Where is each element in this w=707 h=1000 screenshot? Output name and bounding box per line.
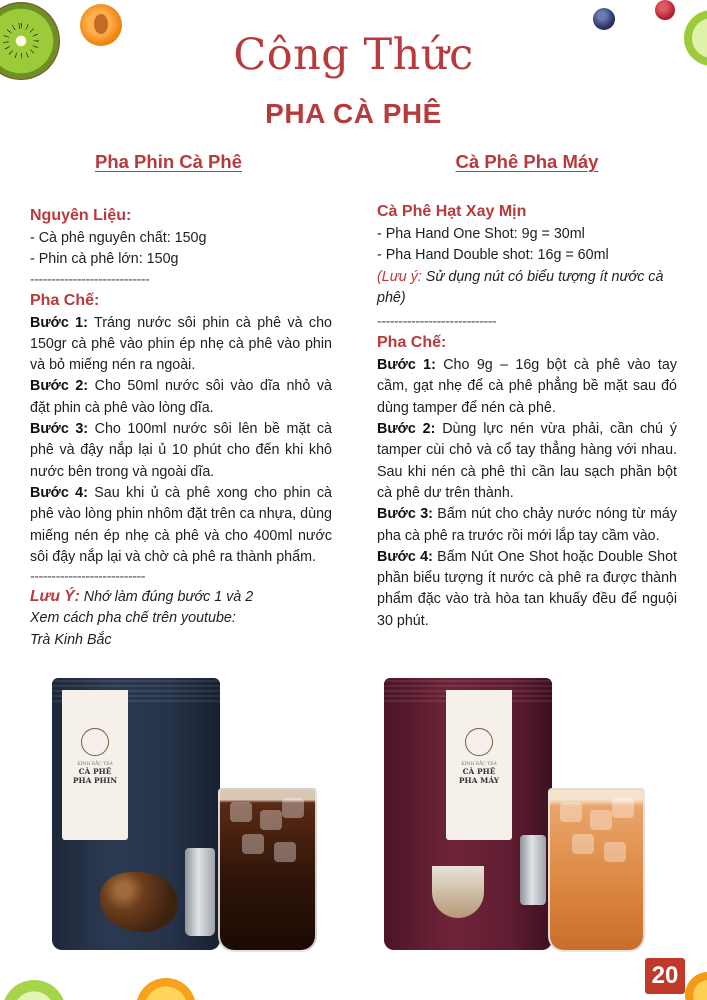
step-text: Cho 9g – 16g bột cà phê vào tay cầm, gạt nhẹ để cà phê phẳng bề mặt sau đó dùng tamper để nén cà phê.: [377, 357, 677, 416]
moka-pot-decoration: [520, 835, 546, 905]
divider: ---------------------------: [30, 569, 146, 586]
right-recipe-column: [377, 150, 677, 632]
ingredient-item: - Pha Hand Double shot: 16g = 60ml: [377, 247, 609, 264]
method-heading: Pha Chế:: [377, 334, 447, 352]
note-label: Lưu ý:: [381, 268, 422, 285]
step-label: Bước 2:: [377, 421, 436, 438]
step-item: [377, 419, 677, 504]
milk-iced-coffee-glass: [548, 788, 645, 952]
step-label: Bước 4:: [377, 548, 433, 565]
ingredient-item: - Cà phê nguyên chất: 150g: [30, 230, 207, 246]
bag-title-line1: CÀ PHÊ: [78, 767, 112, 776]
note-text: Nhớ làm đúng bước 1 và 2: [79, 589, 254, 606]
step-label: Bước 1:: [377, 357, 436, 374]
step-item: [30, 419, 332, 483]
note-channel: Trà Kinh Bắc: [30, 631, 112, 648]
orange-right-decoration: [685, 972, 707, 1000]
moka-pot-decoration: [185, 848, 215, 936]
phin-bag-label: [62, 690, 128, 840]
machine-bag-label: [446, 690, 512, 840]
divider: ----------------------------: [30, 271, 150, 288]
step-item: [377, 504, 677, 547]
page-script-title: Công Thức: [233, 30, 474, 80]
page-number-badge: 20: [645, 958, 685, 994]
brand-logo-icon: [465, 728, 493, 756]
left-recipe-column: [30, 150, 332, 651]
chemex-decoration: [432, 866, 484, 918]
right-column-title: Cà Phê Pha Máy: [455, 151, 599, 172]
step-item: [377, 355, 677, 419]
page-title: PHA CÀ PHÊ: [265, 98, 442, 129]
left-column-title: Pha Phin Cà Phê: [94, 151, 242, 172]
bag-brand: KINH BẮC TRÀ: [461, 762, 497, 767]
bag-title-line1: CÀ PHÊ: [462, 767, 496, 776]
step-label: Bước 4:: [30, 484, 88, 501]
step-text: Bấm nút cho chảy nước nóng từ máy pha cà phê ra trước rồi mới lắp tay cầm vào.: [377, 506, 677, 544]
step-text: Tráng nước sôi phin cà phê và cho 150gr cà phê vào phin ép nhẹ cà phê vào phin và bỏ miếng nén ra ngoài.: [30, 314, 332, 374]
method-heading: Pha Chế:: [30, 291, 100, 309]
step-text: Cho 100ml nước sôi lên bề mặt cà phê và đậy nắp lại ủ 10 phút cho đến khi khô nước bên trong và ngoài dĩa.: [30, 421, 332, 480]
divider: ----------------------------: [377, 314, 497, 331]
step-text: Bấm Nút One Shot hoặc Double Shot phần biểu tượng ít nước cà phê ra được thành phẩm đặc vào trà hòa tan khuấy đều để nguội 30 phút.: [377, 548, 677, 629]
note-label: Lưu Ý:: [30, 588, 80, 606]
bag-title-line2: PHA MÁY: [458, 776, 500, 785]
step-text: Dùng lực nén vừa phải, cần chú ý tamper cùi chỏ và cổ tay thẳng hàng với nhau. Sau khi nén cà phê thì cần lau sạch phần bột cà phê dư trên thành.: [377, 421, 677, 501]
note-youtube: Xem cách pha chế trên youtube:: [30, 610, 236, 627]
brand-logo-icon: [81, 728, 109, 756]
step-label: Bước 2:: [30, 378, 89, 395]
note-paren: (: [377, 268, 382, 285]
step-label: Bước 3:: [377, 506, 433, 523]
ingredient-item: - Phin cà phê lớn: 150g: [30, 251, 179, 268]
note: [30, 586, 332, 608]
ingredient-item: - Pha Hand One Shot: 9g = 30ml: [377, 226, 585, 242]
ingredients-heading: Cà Phê Hạt Xay Mịn: [377, 203, 527, 220]
black-iced-coffee-glass: [218, 788, 317, 952]
cranberry-decoration: [655, 0, 675, 20]
note-text: Sử dụng nút có biểu tượng ít nước cà phê): [377, 268, 664, 306]
bag-brand: KINH BẮC TRÀ: [77, 762, 113, 767]
step-item: [377, 547, 677, 632]
step-label: Bước 3:: [30, 421, 89, 438]
step-item: [30, 483, 332, 568]
step-item: [30, 376, 332, 419]
step-text: Cho 50ml nước sôi vào dĩa nhỏ và đặt phin cà phê vào lòng dĩa.: [30, 378, 332, 416]
step-item: [30, 313, 332, 377]
lime-bottom-decoration: [2, 980, 66, 1000]
orange-bottom-decoration: [136, 978, 196, 1000]
bag-title-line2: PHA PHIN: [72, 776, 118, 785]
usage-note: [377, 267, 677, 310]
step-label: Bước 1:: [30, 314, 88, 331]
ingredients-heading: Nguyên Liệu:: [30, 207, 132, 224]
blueberry-decoration: [593, 8, 615, 30]
step-text: Sau khi ủ cà phê xong cho phin cà phê vào lòng phin nhôm đặt trên ca nhựa, dùng miếng nén ép nhẹ cà phê và cho 400ml nước sôi đậy nắp lại và chờ cà phê ra thành phẩm.: [30, 484, 332, 565]
